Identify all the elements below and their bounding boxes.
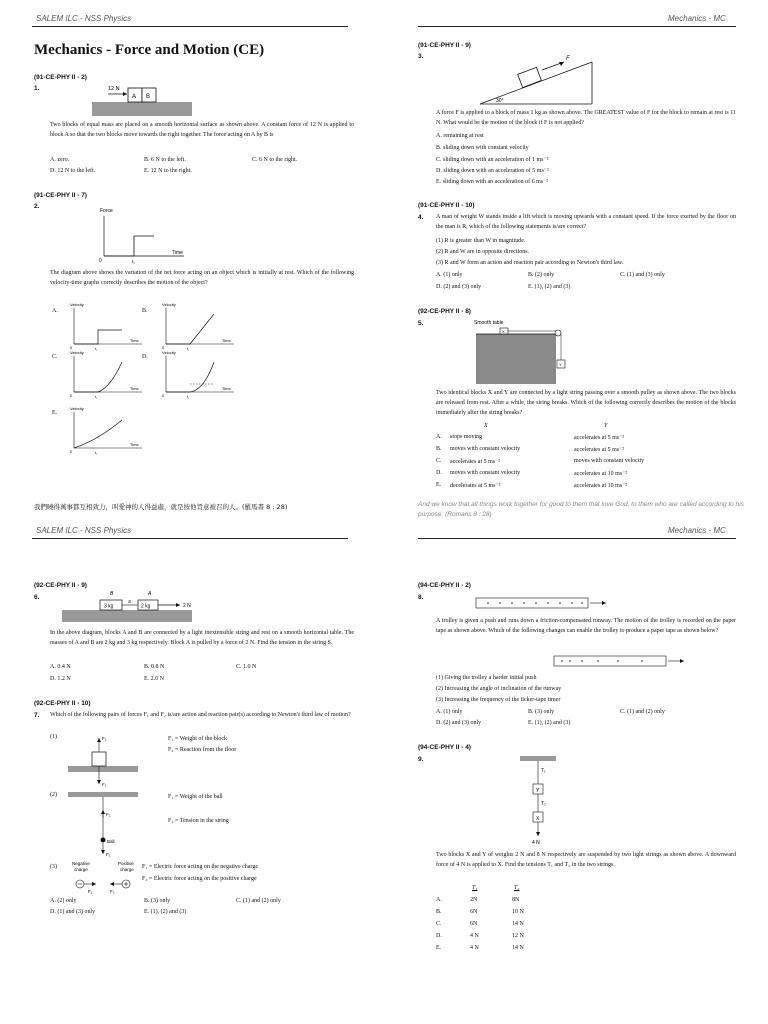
q2c-t1: t₁ (95, 395, 98, 399)
q1-number: 1. (34, 85, 40, 92)
q5-pulley (555, 330, 561, 336)
q3-force-label: F (566, 56, 570, 62)
q6-figure (62, 588, 212, 624)
q8-number: 8. (418, 594, 424, 601)
q6-option-a[interactable]: A. 0.4 N (50, 664, 71, 670)
q5-pulley-figure (470, 318, 590, 388)
q2b-curve (166, 314, 214, 344)
q7-fig3-f2: F₂ (110, 889, 115, 894)
q6-option-e[interactable]: E. 2.0 N (144, 676, 164, 682)
q7-item-2-f2: F₂ = Tension in the string (168, 818, 229, 824)
q6-option-d[interactable]: D. 1.2 N (50, 676, 71, 682)
q7-fig3-neg2: charge (74, 867, 88, 872)
q1-figure (92, 82, 202, 118)
q9-col-t1: T₁ (472, 885, 478, 891)
q5-row-b-x: moves with constant velocity (450, 446, 521, 452)
q3-stem: A force F is applied to a block of mass 1 kg as shown above. The GREATEST value of F for the block to remain at rest is 11 N. What would be the motion of the block if F is not applied? (436, 110, 736, 126)
q1-option-b[interactable]: B. 6 N to the left. (144, 157, 186, 163)
q5-row-a-x: stops moving (450, 434, 483, 440)
q2a-ylabel: Velocity (70, 302, 84, 307)
q2c-ylabel: Velocity (70, 350, 84, 355)
q7-option-d[interactable]: D. (1) and (3) only (50, 909, 96, 915)
q3-option-d[interactable]: D. sliding down with an acceleration of 5 ms⁻² (436, 168, 549, 174)
q7-item-2-f1: F₁ = Weight of the ball (168, 794, 223, 800)
q2b-origin: 0 (162, 345, 165, 350)
q5-row-d-letter[interactable]: D. (436, 470, 442, 476)
q7-item-2-num: (2) (50, 792, 57, 798)
q2-option-d[interactable]: D. (142, 354, 148, 360)
q8-option-b[interactable]: B. (3) only (528, 709, 555, 715)
q8-option-a[interactable]: A. (1) only (436, 709, 463, 715)
q3-number: 3. (418, 53, 424, 60)
q2b-t1: t₁ (187, 347, 190, 351)
q8-statement-2: (2) Increasing the angle of inclination of the runway (436, 686, 562, 692)
q5-row-d-x: moves with constant velocity (450, 470, 521, 476)
q2-force-line (104, 236, 154, 256)
q3-angle-label: 30° (496, 98, 504, 104)
q1-label-a: A (132, 94, 137, 100)
q2b-ylabel: Velocity (162, 302, 176, 307)
q2-graph-a (64, 300, 146, 352)
q7-reference: (92-CE-PHY II - 10) (34, 700, 91, 707)
q8-statement-3: (3) Increasing the frequency of the ticker-tape timer (436, 697, 561, 703)
q7-fig3-neg: Negative (72, 861, 90, 866)
q5-row-e-x: decelerates at 5 ms⁻² (450, 483, 501, 489)
q3-reference: (91-CE-PHY II - 9) (418, 42, 471, 49)
q7-fig2-ceiling (68, 792, 138, 797)
q2a-origin: 0 (70, 345, 73, 350)
q5-row-e-letter[interactable]: E. (436, 482, 442, 488)
q7-option-b[interactable]: B. (3) only (144, 898, 171, 904)
q2c-xlabel: Time (130, 386, 139, 391)
q3-option-a[interactable]: A. remaining at rest (436, 133, 484, 139)
q2-t1: t₁ (132, 259, 135, 264)
footer-verse-zh: 我們曉得萬事都互相效力，叫愛神的人得益處，就是按他旨意被召的人。(羅馬書 8 : 28) (34, 503, 288, 511)
q2b-xlabel: Time (222, 338, 231, 343)
q9-reference: (94-CE-PHY II - 4) (418, 744, 471, 751)
page-3 (0, 512, 384, 1024)
page-4 (384, 512, 768, 1024)
q5-row-b-y: accelerates at 5 ms⁻² (574, 447, 625, 453)
q6-mass-b: 3 kg (104, 603, 114, 610)
q4-option-a[interactable]: A. (1) only (436, 272, 463, 278)
q2-number: 2. (34, 203, 40, 210)
q7-item-1-f1: F₁ = Weight of the block (168, 736, 228, 742)
q9-row-e-t2: 14 N (512, 945, 524, 951)
q6-label-a: A (148, 591, 152, 597)
q6-option-c[interactable]: C. 1.0 N (236, 664, 257, 670)
q5-reference: (92-CE-PHY II - 8) (418, 308, 471, 315)
q8-option-d[interactable]: D. (2) and (3) only (436, 720, 482, 726)
q9-row-d-t1: 4 N (470, 933, 479, 939)
q7-fig1-f2: F₂ (102, 736, 107, 741)
q1-option-a[interactable]: A. zero. (50, 157, 70, 163)
q7-fig3-f1: F₁ (88, 889, 93, 894)
q3-option-b[interactable]: B. sliding down with constant velocity (436, 145, 529, 151)
q2c-curve (74, 362, 122, 392)
q7-fig1-floor (68, 766, 138, 772)
q6-label-s: S (128, 599, 132, 604)
q7-fig1-block (92, 752, 106, 766)
q1-surface (92, 102, 192, 116)
q5-label-x: X (502, 329, 505, 334)
q6-stem: In the above diagram, blocks A and B are connected by a light inextensible string and rest on a smooth horizontal table. The masses of A and B are 2 kg and 3 kg respectively. Block A is pulled by a force of 2 N. Find the tension in the string S. (50, 630, 354, 646)
page-2 (384, 0, 768, 518)
header-rule (418, 26, 736, 27)
q5-row-e-y: accelerates at 10 ms⁻² (574, 483, 628, 489)
q9-row-c-letter[interactable]: C. (436, 921, 442, 927)
q1-force-label: 12 N (108, 86, 120, 92)
q8-statement-1: (1) Giving the trolley a harder initial push (436, 675, 537, 681)
q7-figure-2 (64, 788, 144, 858)
q2-option-a[interactable]: A. (52, 308, 58, 314)
q3-option-e[interactable]: E. sliding down with an acceleration of 6 ms⁻² (436, 179, 549, 185)
q1-option-d[interactable]: D. 12 N to the left. (50, 168, 96, 174)
q5-row-c-y: moves with constant velocity (574, 458, 645, 464)
q9-t2-label: T₂ (541, 801, 546, 807)
q3-incline-figure (474, 48, 614, 108)
q1-reference: (91-CE-PHY II - 2) (34, 74, 87, 81)
q8-stem: A trolley is given a push and runs down a friction-compensated runway. The motion of the trolley is recorded on the paper tape as shown above. Which of the following changes can enable the trolley to produce a paper tape as shown below? (436, 618, 736, 634)
q1-label-b: B (146, 94, 151, 100)
q9-row-b-letter[interactable]: B. (436, 909, 442, 915)
q7-fig1-f1: F₁ (102, 782, 107, 787)
q5-row-c-letter[interactable]: C. (436, 458, 442, 464)
q9-row-b-t1: 6N (470, 909, 478, 915)
page-1 (0, 0, 384, 512)
q4-number: 4. (418, 214, 424, 221)
header-rule (32, 538, 348, 539)
q9-force-label: 4 N (532, 840, 540, 846)
q7-fig2-f1: F₁ (106, 852, 111, 857)
q9-row-a-t2: 8N (512, 897, 520, 903)
q9-figure (514, 752, 574, 848)
q2-option-c[interactable]: C. (52, 354, 58, 360)
q8-option-c[interactable]: C. (1) and (2) only (620, 709, 665, 715)
q2d-t1: t₁ (187, 395, 190, 399)
q9-stem: Two blocks X and Y of weights 2 N and 8 N respectively are suspended by two light strings as shown above. A downward force of 4 N is applied to X. Find the tensions T₁ and T₂ in the two strings. (436, 852, 736, 868)
q6-label-b: B (110, 591, 114, 597)
q2d-curve (166, 362, 214, 392)
q9-number: 9. (418, 756, 424, 763)
q2-graph-e (64, 404, 146, 458)
q8-tape-top (474, 594, 614, 612)
q7-item-1-num: (1) (50, 734, 57, 740)
q7-fig2-ball-label: Ball (107, 839, 115, 844)
q7-item-3-f2: F₂ = Electric force acting on the positive charge (142, 876, 257, 882)
q9-row-c-t1: 6N (470, 921, 478, 927)
q9-row-e-t1: 4 N (470, 945, 479, 951)
q5-col-x: X (484, 423, 488, 429)
q2a-xlabel: Time (130, 338, 139, 343)
q1-option-e[interactable]: E. 12 N to the right. (144, 168, 192, 174)
page-header-right: Mechanics - MC (668, 14, 726, 23)
q3-option-c[interactable]: C. sliding down with an acceleration of 1 ms⁻² (436, 157, 549, 163)
page-header-left: SALEM ILC - NSS Physics (36, 526, 132, 535)
q6-table (62, 610, 192, 622)
q9-row-b-t2: 10 N (512, 909, 524, 915)
q8-option-e[interactable]: E. (1), (2) and (3) (528, 720, 571, 726)
q7-number: 7. (34, 712, 40, 719)
q2e-t1: t₁ (95, 451, 98, 455)
header-rule (32, 26, 348, 27)
q5-row-c-x: accelerates at 5 ms⁻² (450, 459, 501, 465)
q5-number: 5. (418, 320, 424, 327)
q2-graph-b (156, 300, 238, 352)
q5-row-b-letter[interactable]: B. (436, 446, 442, 452)
q5-row-a-letter[interactable]: A. (436, 434, 442, 440)
q2-force-time-graph (92, 204, 192, 266)
q2-option-e[interactable]: E. (52, 410, 58, 416)
q9-row-c-t2: 14 N (512, 921, 524, 927)
q7-fig2-f2: F₂ (106, 812, 111, 817)
q2a-t1: t₁ (95, 347, 98, 351)
footer-verse-en: And we know that all things work together for good to them that love God, to them who are called according to his purpose. (Romans 8 : 28) (418, 501, 744, 518)
q7-figure-3 (66, 860, 146, 896)
q2e-origin: 0 (70, 449, 73, 454)
q7-option-a[interactable]: A. (2) only (50, 898, 77, 904)
q6-option-b[interactable]: B. 0.8 N (144, 664, 165, 670)
q7-item-3-num: (3) (50, 864, 57, 870)
document-title: Mechanics - Force and Motion (CE) (34, 42, 265, 58)
q6-force-label: 2 N (183, 603, 191, 609)
q5-stem: Two identical blocks X and Y are connected by a light string passing over a smooth pulley as shown above. The two blocks are released from rest. After a while, the string breaks. Which of the following correctly describes the motion of the blocks immediately after the string breaks? (436, 390, 736, 416)
q4-statement-2: (2) R and W are in opposite directions. (436, 249, 530, 255)
q1-option-c[interactable]: C. 6 N to the right. (252, 157, 298, 163)
q2d-origin: 0 (162, 393, 165, 398)
page-header-right: Mechanics - MC (668, 526, 726, 535)
q2-reference: (91-CE-PHY II - 7) (34, 192, 87, 199)
q9-row-e-letter[interactable]: E. (436, 945, 442, 951)
q5-table (476, 334, 556, 384)
q4-stem: A man of weight W stands inside a lift which is moving upwards with a constant speed. If the force exerted by the floor on the man is R, which of the following statements is/are correct? (436, 214, 736, 230)
q7-option-c[interactable]: C. (1) and (2) only (236, 898, 281, 904)
q2-ylabel: Force (100, 208, 113, 214)
q9-row-a-letter[interactable]: A. (436, 897, 442, 903)
q7-fig3-pos: Positive (118, 861, 134, 866)
q6-reference: (92-CE-PHY II - 9) (34, 582, 87, 589)
q4-option-c[interactable]: C. (1) and (3) only (620, 272, 665, 278)
q8-reference: (94-CE-PHY II - 2) (418, 582, 471, 589)
q5-label-y: Y (559, 362, 562, 367)
q2d-xlabel: Time (222, 386, 231, 391)
q2-option-b[interactable]: B. (142, 308, 148, 314)
q9-label-x: X (536, 816, 540, 822)
q7-item-1-f2: F₂ = Reaction from the floor (168, 747, 237, 753)
q9-row-d-letter[interactable]: D. (436, 933, 442, 939)
q2a-curve (74, 330, 122, 344)
q9-t1-label: T₁ (541, 768, 546, 774)
q5-col-y: Y (604, 423, 608, 429)
q2-origin: 0 (99, 258, 102, 264)
q2-xlabel: Time (172, 250, 183, 256)
q2d-ylabel: Velocity (162, 350, 176, 355)
q4-option-d[interactable]: D. (2) and (3) only (436, 284, 482, 290)
q4-option-b[interactable]: B. (2) only (528, 272, 555, 278)
q7-fig2-ball (101, 838, 106, 843)
q6-number: 6. (34, 594, 40, 601)
q7-fig3-pos2: charge (120, 867, 134, 872)
q9-row-a-t1: 2N (470, 897, 478, 903)
q7-figure-1 (64, 728, 144, 790)
q8-tape-bottom (552, 652, 692, 670)
q4-reference: (91-CE-PHY II - 10) (418, 202, 475, 209)
q7-stem: Which of the following pairs of forces F₁ and F₂ is/are action and reaction pair(s) according to Newton's third law of motion? (50, 712, 351, 718)
q7-item-3-f1: F₁ = Electric force acting on the negative charge (142, 864, 258, 870)
page-header-left: SALEM ILC - NSS Physics (36, 14, 132, 23)
q2e-ylabel: Velocity (70, 406, 84, 411)
q9-row-d-t2: 12 N (512, 933, 524, 939)
q9-col-t2: T₂ (514, 885, 520, 891)
q2c-origin: 0 (70, 393, 73, 398)
q2-graph-c (64, 348, 146, 402)
q1-stem: Two blocks of equal mass are placed on a smooth horizontal surface as shown above. A constant force of 12 N is applied to block A so that the two blocks move towards the right together. The force acting on A by B is (50, 122, 354, 138)
q2-stem: The diagram above shows the variation of the net force acting on an object which is initially at rest. Which of the following velocity-time graphs correctly describes the motion of the object? (50, 270, 354, 286)
q4-option-e[interactable]: E. (1), (2) and (3) (528, 284, 571, 290)
q3-block (518, 67, 542, 87)
q9-label-y: Y (536, 788, 540, 794)
q5-table-label: Smooth table (474, 320, 504, 326)
header-rule (418, 538, 736, 539)
q2-graph-d (156, 348, 238, 402)
q2e-xlabel: Time (130, 442, 139, 447)
q9-ceiling (520, 756, 556, 761)
q2e-curve (74, 420, 122, 448)
q4-statement-1: (1) R is greater than W in magnitude. (436, 238, 526, 244)
q5-row-d-y: accelerates at 10 ms⁻² (574, 471, 628, 477)
q5-row-a-y: accelerates at 5 ms⁻² (574, 435, 625, 441)
q4-statement-3: (3) R and W form an action and reaction pair according to Newton's third law. (436, 260, 624, 266)
q7-option-e[interactable]: E. (1), (2) and (3) (144, 909, 187, 915)
q6-mass-a: 2 kg (141, 603, 151, 610)
